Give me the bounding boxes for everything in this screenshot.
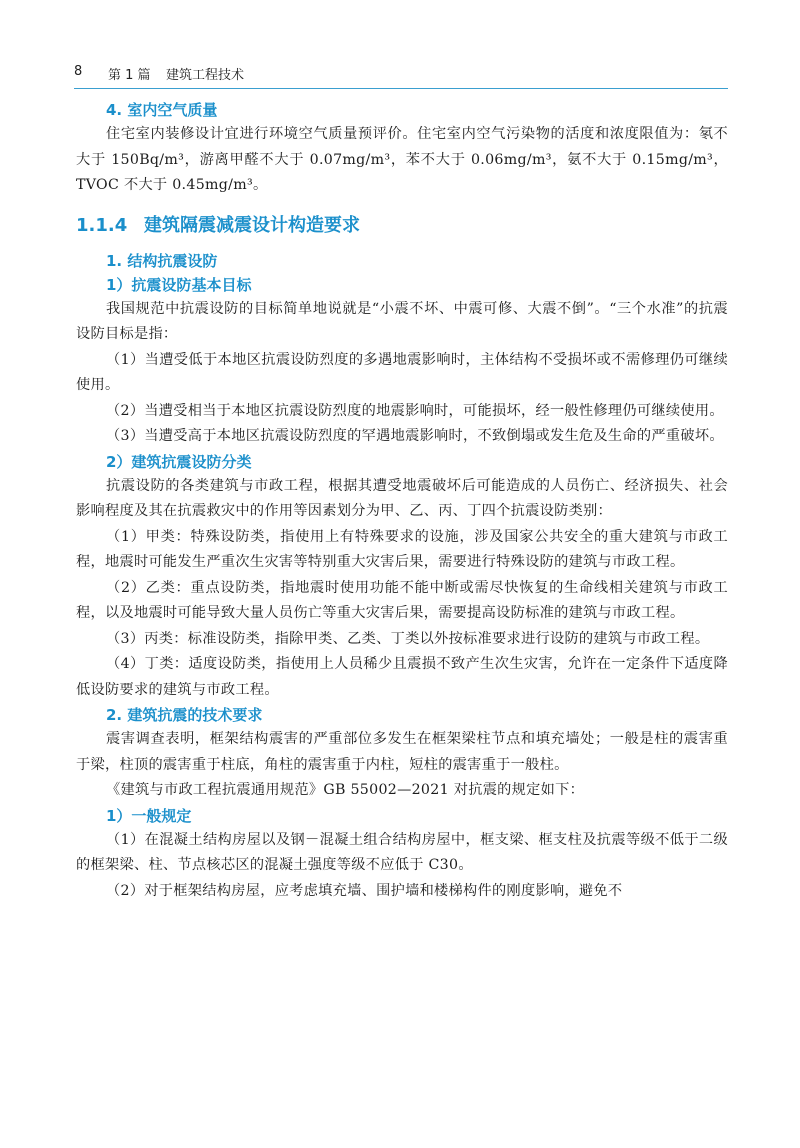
heading-general-provisions: 1）一般规定 [106, 806, 192, 825]
heading-technical-requirements: 2. 建筑抗震的技术要求 [106, 706, 263, 724]
list-item-general: （2）对于框架结构房屋，应考虑填充墙、围护墙和楼梯构件的刚度影响，避免不 [106, 882, 623, 899]
heading-classification: 2）建筑抗震设防分类 [106, 452, 252, 471]
section-number: 1.1.4 [76, 214, 128, 236]
page-header [74, 64, 714, 86]
list-item-goal: （2）当遭受相当于本地区抗震设防烈度的地震影响时，可能损坏，经一般性修理仍可继续使用。 [106, 402, 724, 419]
book-title: 建筑工程技术 [166, 68, 245, 83]
list-item-class: （2）乙类：重点设防类，指地震时使用功能不能中断或需尽快恢复的生命线相关建筑与市政工程，以及地震时可能导致大量人员伤亡等重大灾害后果，需要提高设防标准的建筑与市政工程。 [76, 579, 728, 621]
heading-indoor-air-quality: 4. 室内空气质量 [106, 101, 218, 119]
list-item-goal: （3）当遭受高于本地区抗震设防烈度的罕遇地震影响时，不致倒塌或发生危及生命的严重破坏。 [106, 428, 724, 444]
list-item-class: （3）丙类：标准设防类，指除甲类、乙类、丁类以外按标准要求进行设防的建筑与市政工程。 [106, 630, 710, 647]
page-body [76, 98, 728, 904]
list-item-class: （1）甲类：特殊设防类，指使用上有特殊要求的设施，涉及国家公共安全的重大建筑与市政工程，地震时可能发生严重次生灾害等特别重大灾害后果，需要进行特殊设防的建筑与市政工程。 [76, 528, 728, 570]
paragraph-goal: 我国规范中抗震设防的目标简单地说就是“小震不坏、中震可修、大震不倒”。“三个水准”的抗震设防目标是指： [76, 300, 728, 342]
section-heading [76, 213, 728, 239]
list-item-general: （1）在混凝土结构房屋以及钢－混凝土组合结构房屋中，框支梁、框支柱及抗震等级不低于二级的框架梁、柱、节点核芯区的混凝土强度等级不应低于 C30。 [76, 831, 728, 873]
paragraph-air-quality: 住宅室内装修设计宜进行环境空气质量预评价。住宅室内空气污染物的活度和浓度限值为：氡不大于 150Bq/m³，游离甲醛不大于 0.07mg/m³，苯不大于 0.06mg/m³，氨不大于 0.15mg/m³，TVOC 不大于 0.45mg/m³。 [76, 126, 728, 193]
header-rule [74, 88, 728, 89]
heading-basic-goal: 1）抗震设防基本目标 [106, 275, 252, 294]
part-label: 第 1 篇 [108, 68, 151, 83]
list-item-goal: （1）当遭受低于本地区抗震设防烈度的多遇地震影响时，主体结构不受损坏或不需修理仍可继续使用。 [76, 351, 728, 393]
paragraph-classification: 抗震设防的各类建筑与市政工程，根据其遭受地震破坏后可能造成的人员伤亡、经济损失、社会影响程度及其在抗震救灾中的作用等因素划分为甲、乙、丙、丁四个抗震设防类别： [76, 477, 728, 519]
heading-seismic-fortification: 1. 结构抗震设防 [106, 251, 218, 270]
paragraph-survey: 震害调查表明，框架结构震害的严重部位多发生在框架梁柱节点和填充墙处；一般是柱的震害重于梁，柱顶的震害重于柱底，角柱的震害重于内柱，短柱的震害重于一般柱。 [76, 731, 728, 773]
section-title: 建筑隔震减震设计构造要求 [144, 214, 360, 236]
page-number: 8 [74, 64, 83, 79]
list-item-class: （4）丁类：适度设防类，指使用上人员稀少且震损不致产生次生灾害，允许在一定条件下适度降低设防要求的建筑与市政工程。 [76, 656, 728, 698]
paragraph-code: 《建筑与市政工程抗震通用规范》GB 55002—2021 对抗震的规定如下： [106, 782, 585, 798]
